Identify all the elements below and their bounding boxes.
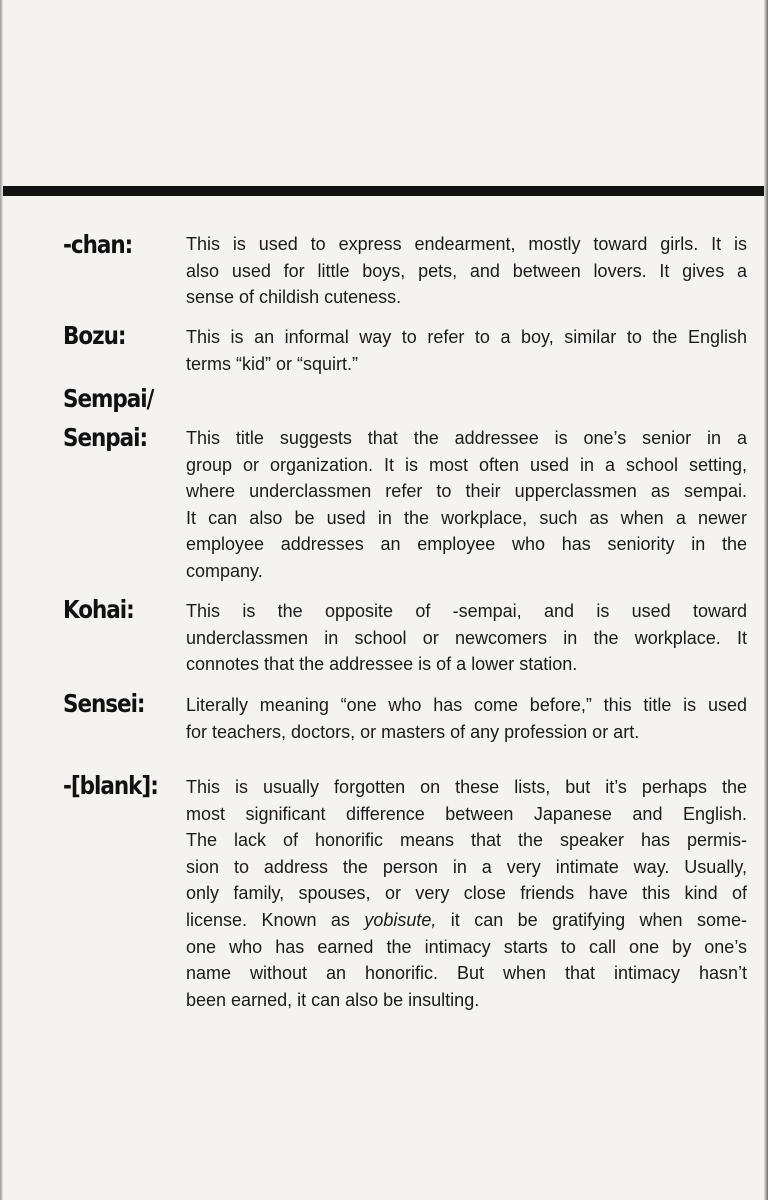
page-edge-right	[764, 0, 768, 1200]
definition-line: The lack of honorific means that the speaker has permis-	[186, 830, 747, 851]
term-chan: -chan:	[63, 230, 133, 259]
definition-line: sense of childish cuteness.	[186, 287, 402, 308]
definition-line: This is used to express endearment, mostly toward girls. It is	[186, 234, 747, 254]
definition-line: This is the opposite of -sempai, and is used toward	[186, 601, 747, 621]
term-blank: -[blank]:	[63, 771, 158, 800]
definition-line: underclassmen in school or newcomers in the workplace. It	[186, 627, 747, 648]
definition-line: It can also be used in the workplace, such as when a newer	[186, 507, 747, 528]
definition-text: it can be gratifying when some-	[436, 909, 747, 930]
definition-line: name without an honorific. But when that intimacy hasn’t	[186, 963, 747, 984]
definition-line: been earned, it can also be insulting.	[186, 989, 480, 1010]
definition-chan	[186, 231, 747, 311]
definition-line: terms “kid” or “squirt.”	[186, 353, 359, 374]
definition-line: where underclassmen refer to their upperclassmen as sempai.	[186, 481, 747, 502]
term-sempai: Sempai/	[63, 384, 154, 413]
definition-text: license. Known as	[186, 909, 365, 930]
definition-line: employee addresses an employee who has seniority in the	[186, 534, 747, 555]
definition-line-yobisute	[186, 907, 747, 934]
definition-line: This is an informal way to refer to a boy, similar to the English	[186, 327, 747, 347]
term-bozu: Bozu:	[63, 321, 126, 350]
term-senpai: Senpai:	[63, 423, 148, 452]
term-kohai: Kohai:	[63, 595, 134, 624]
definition-line: for teachers, doctors, or masters of any profession or art.	[186, 721, 640, 742]
definition-line: only family, spouses, or very close friends have this kind of	[186, 883, 747, 904]
definition-line: company.	[186, 560, 263, 581]
definition-line: sion to address the person in a very intimate way. Usually,	[186, 856, 747, 877]
definition-line: one who has earned the intimacy starts to call one by one’s	[186, 936, 747, 957]
term-yobisute: yobisute,	[364, 909, 437, 930]
definition-line: group or organization. It is most often used in a school setting,	[186, 454, 747, 475]
page-edge-left	[0, 0, 3, 1200]
definition-sempai	[186, 425, 747, 585]
term-sensei: Sensei:	[63, 689, 145, 718]
definition-line: This title suggests that the addressee is one’s senior in a	[186, 428, 747, 448]
definition-sensei	[186, 692, 747, 745]
definition-line: also used for little boys, pets, and between lovers. It gives a	[186, 260, 747, 281]
definition-line: This is usually forgotten on these lists, but it’s perhaps the	[186, 777, 747, 797]
definition-line: Literally meaning “one who has come before,” this title is used	[186, 695, 747, 715]
definition-line: connotes that the addressee is of a lower station.	[186, 654, 578, 675]
definition-blank	[186, 774, 747, 1013]
definition-bozu	[186, 324, 747, 377]
definition-line: most significant difference between Japanese and English.	[186, 803, 747, 824]
header-rule	[3, 186, 764, 196]
definition-kohai	[186, 598, 747, 678]
